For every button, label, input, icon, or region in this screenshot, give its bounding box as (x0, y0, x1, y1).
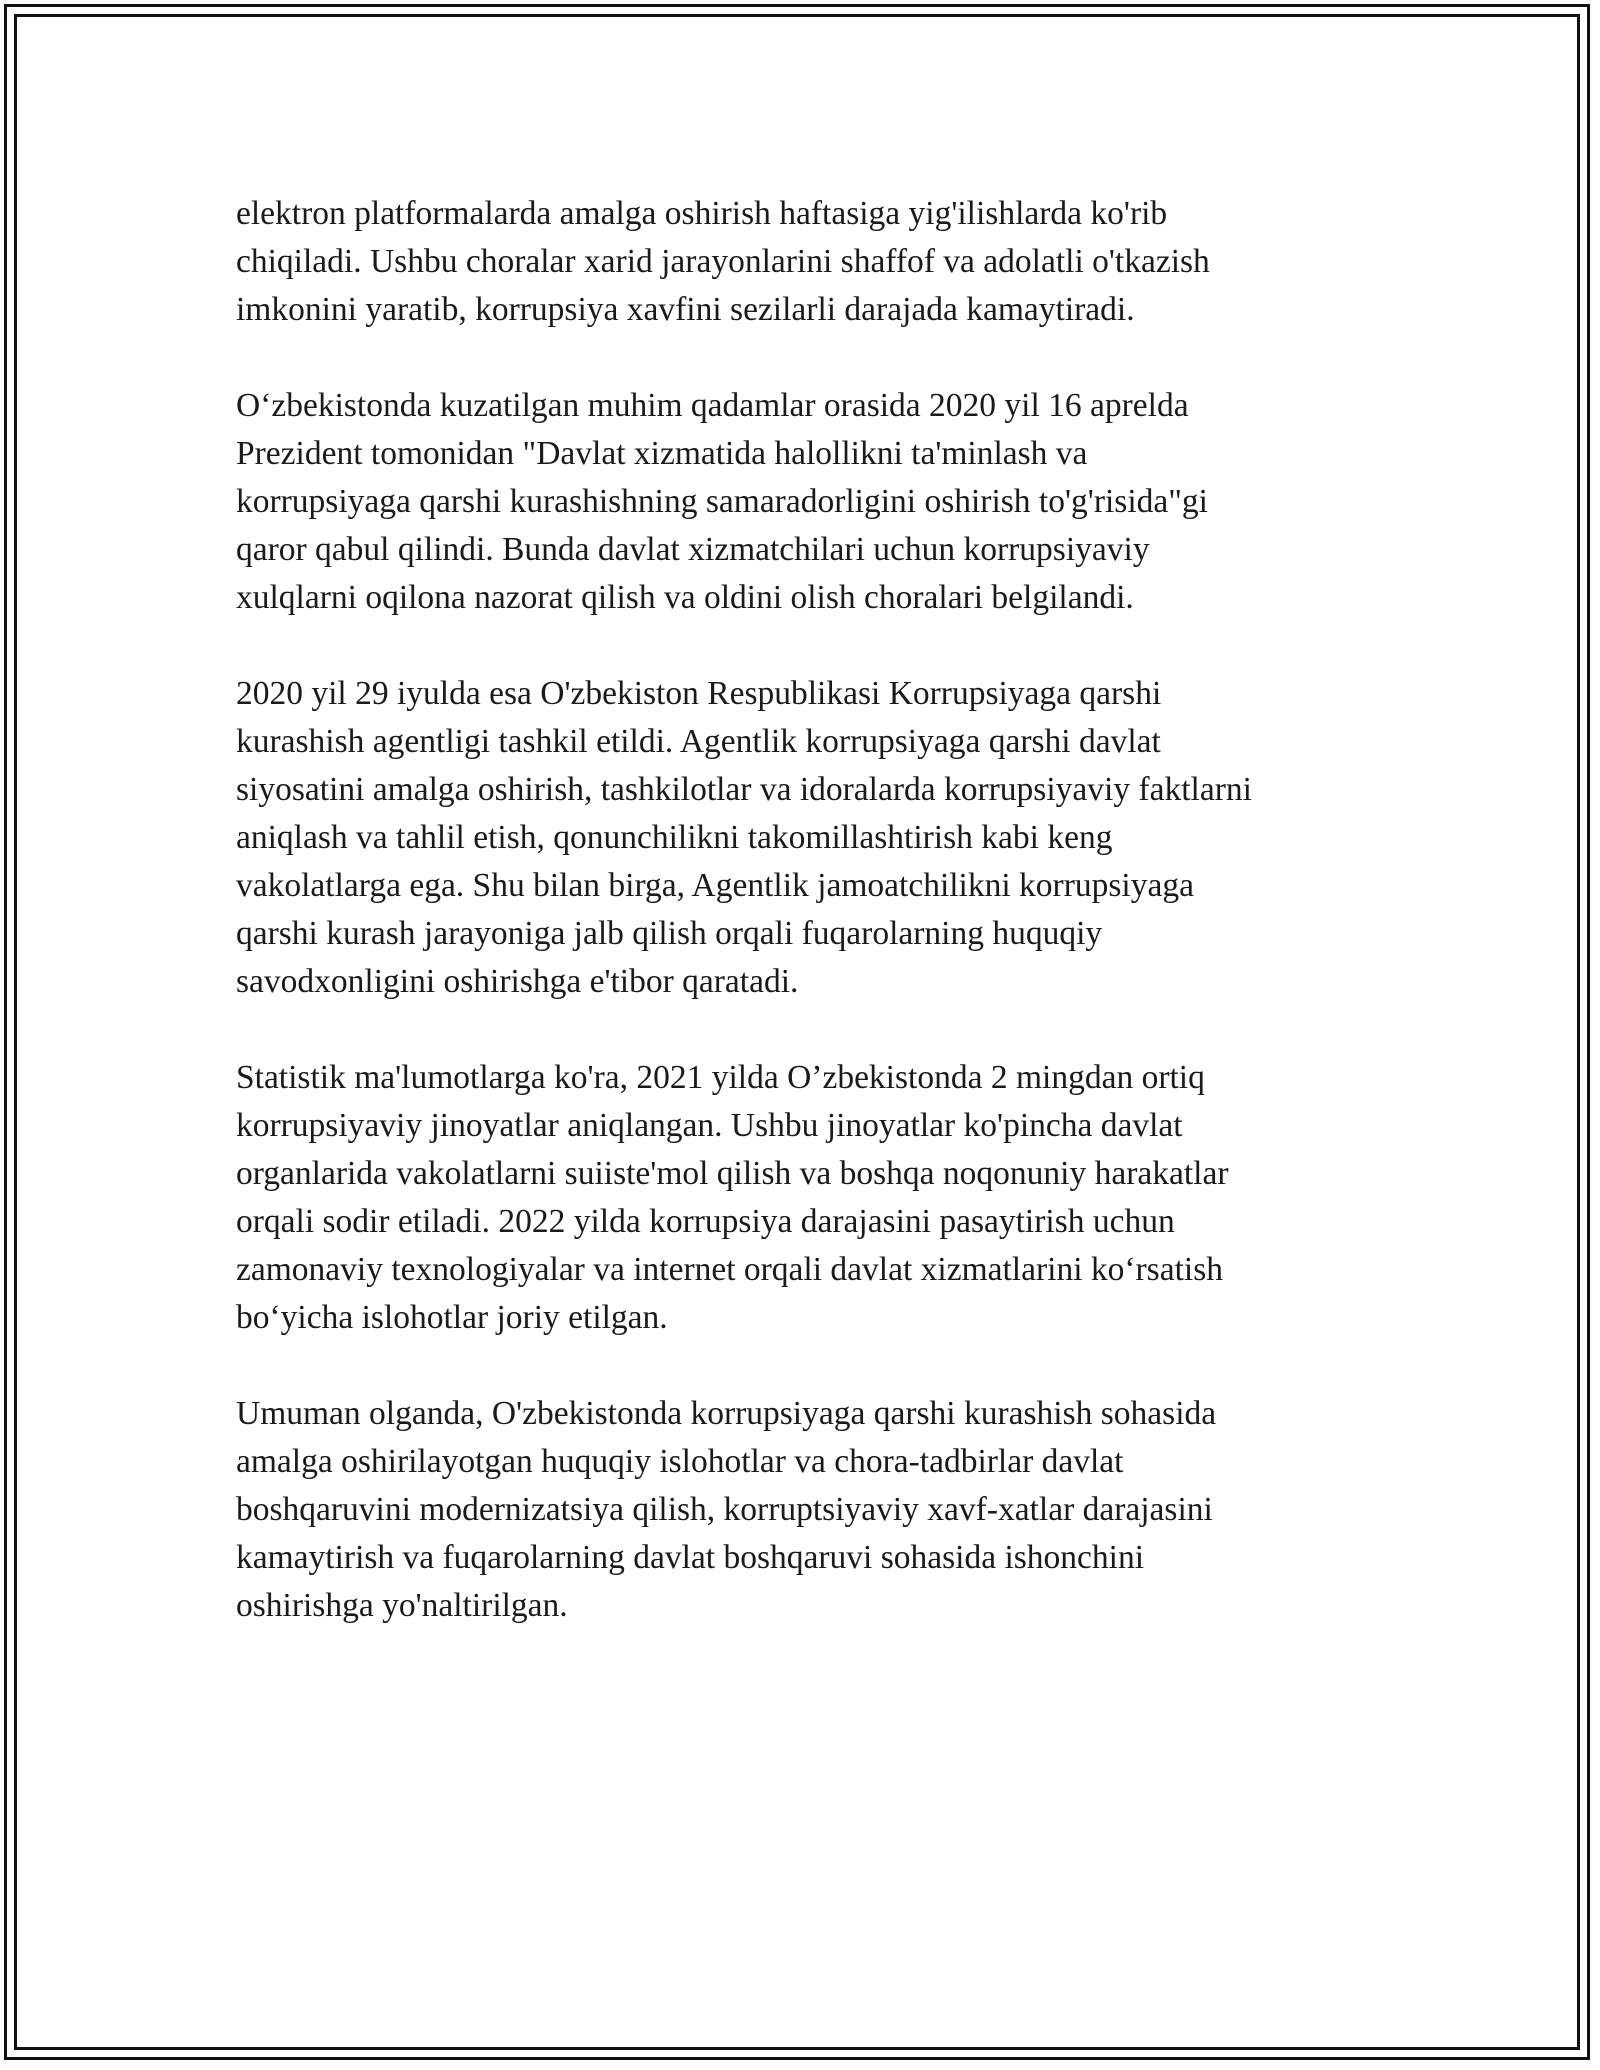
paragraph-presidential-decree: O‘zbekistonda kuzatilgan muhim qadamlar orasida 2020 yil 16 aprelda Prezident tomonidan "Davlat xizmatida halollikni ta'minlash va korrupsiyaga qarshi kurashishning samaradorligini oshirish to'g'risida"gi qaror qabul qilindi. Bunda davlat xizmatchilari uchun korrupsiyaviy xulqlarni oqilona nazorat qilish va oldini olish choralari belgilandi. (236, 387, 1208, 616)
paragraph-procurement: elektron platformalarda amalga oshirish haftasiga yig'ilishlarda ko'rib chiqiladi. Ushbu choralar xarid jarayonlarini shaffof va adolatli o'tkazish imkonini yaratib, korrupsiya xavfini sezilarli darajada kamaytiradi. (236, 195, 1210, 328)
paragraph-statistics: Statistik ma'lumotlarga ko'ra, 2021 yilda O’zbekistonda 2 mingdan ortiq korrupsiyaviy jinoyatlar aniqlangan. Ushbu jinoyatlar ko'pincha davlat organlarida vakolatlarni suiiste'mol qilish va boshqa noqonuniy harakatlar orqali sodir etiladi. 2022 yilda korrupsiya darajasini pasaytirish uchun zamonaviy texnologiyalar va internet orqali davlat xizmatlarini ko‘rsatish bo‘yicha islohotlar joriy etilgan. (236, 1059, 1229, 1336)
paragraph-conclusion: Umuman olganda, O'zbekistonda korrupsiyaga qarshi kurashish sohasida amalga oshirilayotgan huquqiy islohotlar va chora-tadbirlar davlat boshqaruvini modernizatsiya qilish, korruptsiyaviy xavf-xatlar darajasini kamaytirish va fuqarolarning davlat boshqaruvi sohasida ishonchini oshirishga yo'naltirilgan. (236, 1395, 1217, 1624)
paragraph-anti-corruption-agency: 2020 yil 29 iyulda esa O'zbekiston Respublikasi Korrupsiyaga qarshi kurashish agentligi tashkil etildi. Agentlik korrupsiyaga qarshi davlat siyosatini amalga oshirish, tashkilotlar va idoralarda korrupsiyaviy faktlarni aniqlash va tahlil etish, qonunchilikni takomillashtirish kabi keng vakolatlarga ega. Shu bilan birga, Agentlik jamoatchilikni korrupsiyaga qarshi kurash jarayoniga jalb qilish orqali fuqarolarning huquqiy savodxonligini oshirishga e'tibor qaratadi. (236, 675, 1252, 1000)
document-body (236, 190, 1376, 1678)
